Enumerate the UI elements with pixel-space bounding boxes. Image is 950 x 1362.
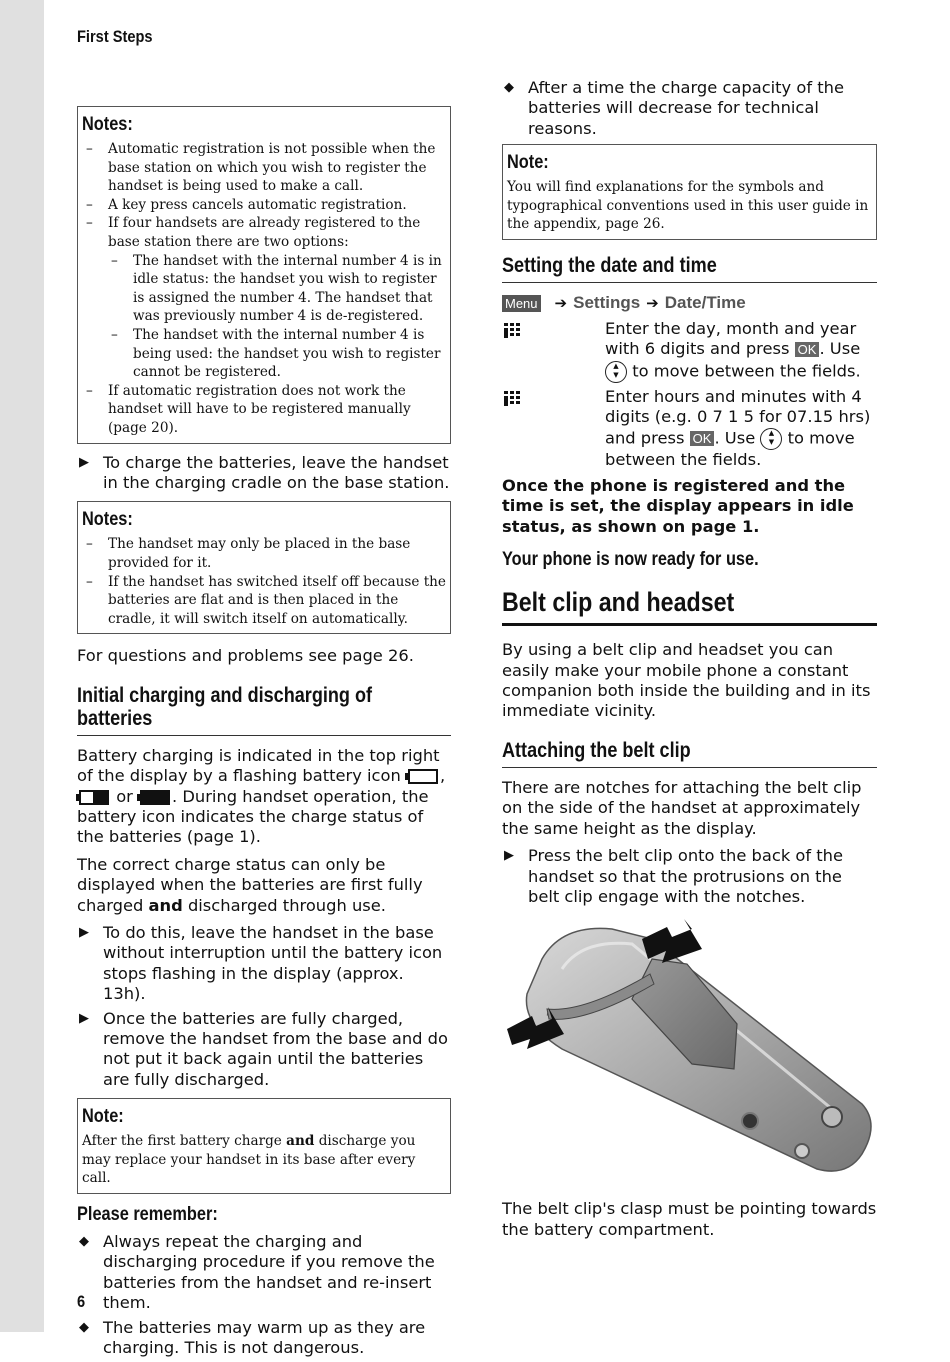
- step-enter-time: Enter hours and minutes with 4 digits (e.g. 0 7 1 5 for 07.15 hrs) and press OK . Use ▲ ▼ to move between the fields.: [502, 387, 877, 470]
- battery-para: Battery charging is indicated in the top right of the display by a flashing battery icon , or . During handset operation, the battery icon indicates the charge status of the batteries (page 1).: [77, 745, 446, 847]
- bullet-remove-handset: ▶ Once the batteries are fully charged, remove the handset from the base and do not put it back again until the batteries are fully discharged.: [79, 1008, 448, 1089]
- capacity-bullet: ◆ After a time the charge capacity of the batteries will decrease for technical reasons.: [504, 78, 844, 138]
- belt-para: By using a belt clip and headset you can easily make your mobile phone a constant companion both inside the building and in its immediate vicinity.: [502, 640, 871, 721]
- attach-para: There are notches for attaching the belt clip on the side of the handset at approximately the same height as the display.: [502, 777, 862, 838]
- battery-full-icon: [140, 790, 170, 805]
- menu-path: [502, 293, 877, 313]
- page-number: 6: [77, 1292, 86, 1311]
- running-header: First Steps: [77, 27, 153, 46]
- questions-text: For questions and problems see page 26.: [77, 646, 414, 666]
- belt-clip-illustration: [502, 919, 877, 1179]
- triangle-bullet-icon: ▶: [79, 454, 89, 470]
- triangle-bullet-icon: ▶: [79, 924, 89, 940]
- heading-initial-charging: Initial charging and discharging of batteries: [77, 684, 451, 736]
- note-box-first-charge: Note: After the first battery charge and discharge you may replace your handset in its base after every call.: [77, 1098, 451, 1194]
- triangle-bullet-icon: ▶: [79, 1010, 89, 1026]
- step-enter-date: Enter the day, month and year with 6 digits and press OK . Use ▲ ▼ to move between the fields.: [502, 319, 877, 383]
- ok-key-icon: OK: [795, 342, 820, 357]
- menu-settings: Settings: [573, 293, 641, 312]
- notes-box-registration: [77, 106, 451, 444]
- note-box-symbols: [502, 144, 877, 240]
- page-sidebar: [0, 0, 44, 1354]
- bullet-leave-in-base: ▶ To do this, leave the handset in the base without interruption until the battery icon stops flashing in the display (approx. 13h).: [79, 922, 443, 1004]
- navigation-key-icon: ▲ ▼: [605, 361, 627, 383]
- battery-empty-icon: [408, 769, 438, 784]
- remember-item: ◆ Always repeat the charging and discharging procedure if you remove the batteries from the handset and re-insert them.: [79, 1231, 435, 1313]
- please-remember-title: Please remember:: [77, 1203, 218, 1225]
- triangle-bullet-icon: ▶: [504, 848, 514, 864]
- right-column: [502, 78, 877, 1247]
- note-title: Note:: [82, 1106, 124, 1128]
- ready-text: Your phone is now ready for use.: [502, 549, 759, 571]
- note-item: – A key press cancels automatic registration.: [86, 196, 407, 213]
- bullet-charge: ▶ To charge the batteries, leave the handset in the charging cradle on the base station.: [79, 452, 450, 492]
- left-column: [77, 106, 451, 1362]
- charge-status-para: The correct charge status can only be displayed when the batteries are first fully charged and discharged through use.: [77, 854, 423, 915]
- note-item: – The handset may only be placed in the base provided for it.: [86, 536, 411, 571]
- navigation-key-icon: ▲ ▼: [760, 428, 782, 450]
- note-item: – If automatic registration does not work the handset will have to be registered manually (page 20).: [86, 382, 411, 436]
- heading-attaching-belt-clip: Attaching the belt clip: [502, 739, 877, 768]
- heading-belt-clip-headset: Belt clip and headset: [502, 587, 877, 626]
- registered-para: Once the phone is registered and the time is set, the display appears in idle status, as shown on page 1.: [502, 476, 854, 536]
- note-item: – If the handset has switched itself off because the batteries are flat and is then placed in the cradle, it will switch itself on automatically.: [86, 573, 446, 627]
- note-item: – Automatic registration is not possible when the base station on which you wish to register the handset is being used to make a call.: [86, 141, 436, 195]
- heading-date-time: Setting the date and time: [502, 254, 877, 283]
- ok-key-icon: OK: [690, 431, 715, 446]
- note-subitem: – The handset with the internal number 4 is in idle status: the handset you wish to register is assigned the number 4. The handset that was previously number 4 is de-registered.: [111, 252, 442, 325]
- figure-caption: The belt clip's clasp must be pointing towards the battery compartment.: [502, 1199, 877, 1239]
- arrow-right-icon: ➔: [554, 294, 568, 312]
- arrow-right-icon: ➔: [646, 294, 659, 312]
- notes-title: Notes:: [82, 114, 133, 135]
- menu-key: Menu: [502, 295, 541, 312]
- attach-bullet: ▶ Press the belt clip onto the back of the handset so that the protrusions on the belt clip engage with the notches.: [504, 846, 844, 906]
- notes-box-cradle: [77, 501, 451, 634]
- diamond-bullet-icon: ◆: [79, 1319, 89, 1335]
- note-item: – If four handsets are already registered to the base station there are two options:: [86, 215, 421, 250]
- note-subitem: – The handset with the internal number 4 is being used: the handset you wish to register cannot be registered.: [111, 326, 441, 381]
- note-title: Note:: [507, 152, 549, 174]
- remember-item: ◆ The batteries may warm up as they are charging. This is not dangerous.: [79, 1317, 426, 1357]
- note-text: You will find explanations for the symbols and typographical conventions used in this user guide in the appendix, page 26.: [507, 179, 869, 233]
- keypad-icon: [502, 319, 605, 383]
- sidebar-gap: [0, 1332, 44, 1354]
- notes-title: Notes:: [82, 509, 133, 531]
- diamond-bullet-icon: ◆: [79, 1233, 89, 1249]
- diamond-bullet-icon: ◆: [504, 80, 514, 95]
- keypad-icon: [502, 387, 605, 470]
- battery-half-icon: [79, 790, 109, 805]
- menu-date-time: Date/Time: [664, 293, 746, 312]
